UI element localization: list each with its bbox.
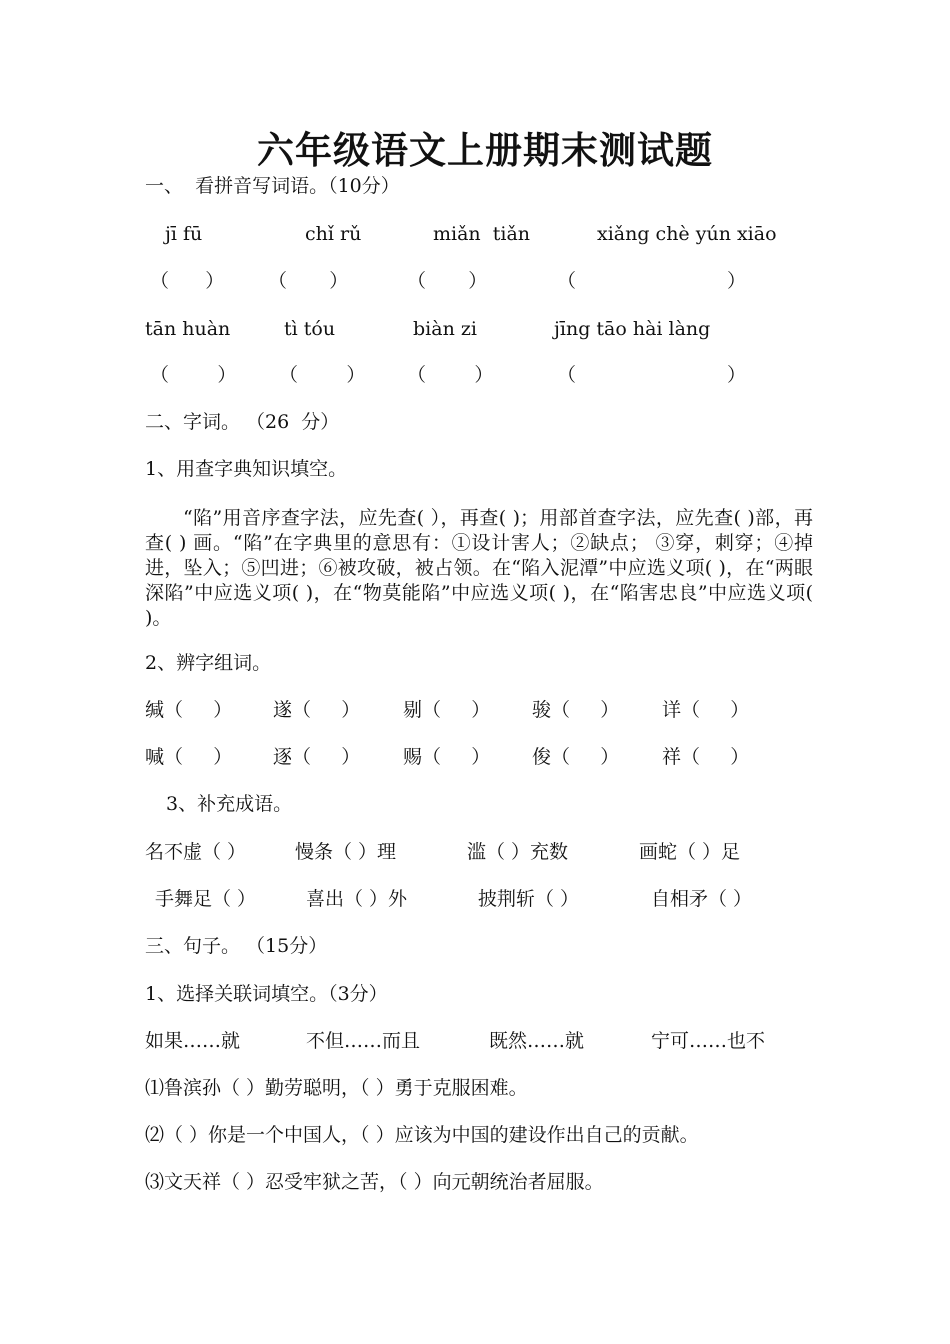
- answer-blank[interactable]: （ ）: [279, 364, 366, 386]
- word-item[interactable]: 喊（ ）: [145, 746, 233, 768]
- idiom-item[interactable]: 披荆斩（ ）: [478, 888, 580, 910]
- answer-blank[interactable]: （ ）: [150, 364, 237, 386]
- dictionary-paragraph: “陷”用音序查字法，应先查( ），再查( )；用部首查字法，应先查( )部，再查( ) 画。“陷”在字典里的意思有：①设计害人；②缺点； ③穿，刺穿；④掉进，坠入；⑤凹进；⑥被攻破，被占领。在“陷入泥潭”中应选义项( )，在“两眼深陷”中应选义项( )，在“物莫能陷”中应选义项( )，在“陷害忠良”中应选义项( )。: [145, 507, 813, 629]
- word-item[interactable]: 俊（ ）: [532, 746, 620, 768]
- pinyin-cell: xiǎng chè yún xiāo: [597, 223, 777, 245]
- word-item[interactable]: 骏（ ）: [532, 699, 620, 721]
- conjunction-option: 既然……就: [489, 1030, 585, 1052]
- pinyin-cell: tān huàn: [145, 318, 231, 340]
- idiom-item[interactable]: 手舞足（ ）: [155, 888, 257, 910]
- idiom-item[interactable]: 自相矛（ ）: [651, 888, 753, 910]
- question-heading: 2、辨字组词。: [145, 652, 272, 674]
- answer-blank[interactable]: （ ）: [407, 270, 488, 292]
- word-item[interactable]: 逐（ ）: [273, 746, 361, 768]
- idiom-item[interactable]: 喜出（ ）外: [306, 888, 408, 910]
- word-item[interactable]: 缄（ ）: [145, 699, 233, 721]
- word-item[interactable]: 赐（ ）: [403, 746, 491, 768]
- idiom-item[interactable]: 画蛇（ ）足: [639, 841, 741, 863]
- conjunction-option: 不但……而且: [306, 1030, 421, 1052]
- pinyin-cell: chǐ rǔ: [305, 223, 362, 245]
- answer-blank[interactable]: （ ）: [557, 270, 746, 292]
- question-heading: 3、补充成语。: [166, 793, 293, 815]
- pinyin-cell: miǎn tiǎn: [433, 223, 531, 245]
- sentence-item[interactable]: ⑴鲁滨孙（ ）勤劳聪明，（ ）勇于克服困难。: [145, 1077, 528, 1099]
- answer-blank[interactable]: （ ）: [150, 270, 225, 292]
- page-title: 六年级语文上册期末测试题: [257, 128, 713, 172]
- pinyin-cell: biàn zi: [413, 318, 477, 340]
- section-1-heading: 一、 看拼音写词语。（10分）: [145, 175, 400, 197]
- idiom-item[interactable]: 滥（ ）充数: [467, 841, 569, 863]
- question-heading: 1、选择关联词填空。（3分）: [145, 983, 388, 1005]
- answer-blank[interactable]: （ ）: [407, 364, 494, 386]
- answer-blank[interactable]: （ ）: [557, 364, 746, 386]
- sentence-item[interactable]: ⑵（ ）你是一个中国人，（ ）应该为中国的建设作出自己的贡献。: [145, 1124, 699, 1146]
- idiom-item[interactable]: 慢条（ ）理: [295, 841, 397, 863]
- word-item[interactable]: 剔（ ）: [403, 699, 491, 721]
- conjunction-option: 宁可……也不: [651, 1030, 766, 1052]
- pinyin-cell: jī fū: [165, 223, 203, 245]
- answer-blank[interactable]: （ ）: [268, 270, 349, 292]
- question-heading: 1、用查字典知识填空。: [145, 458, 348, 480]
- conjunction-option: 如果……就: [145, 1030, 241, 1052]
- word-item[interactable]: 遂（ ）: [273, 699, 361, 721]
- idiom-item[interactable]: 名不虚（ ）: [145, 841, 247, 863]
- section-3-heading: 三、句子。 （15分）: [145, 935, 328, 957]
- word-item[interactable]: 详（ ）: [662, 699, 750, 721]
- pinyin-cell: tì tóu: [284, 318, 336, 340]
- pinyin-cell: jīng tāo hài làng: [554, 318, 711, 340]
- word-item[interactable]: 祥（ ）: [662, 746, 750, 768]
- sentence-item[interactable]: ⑶文天祥（ ）忍受牢狱之苦，（ ）向元朝统治者屈服。: [145, 1171, 604, 1193]
- section-2-heading: 二、字词。 （26 分）: [145, 411, 340, 433]
